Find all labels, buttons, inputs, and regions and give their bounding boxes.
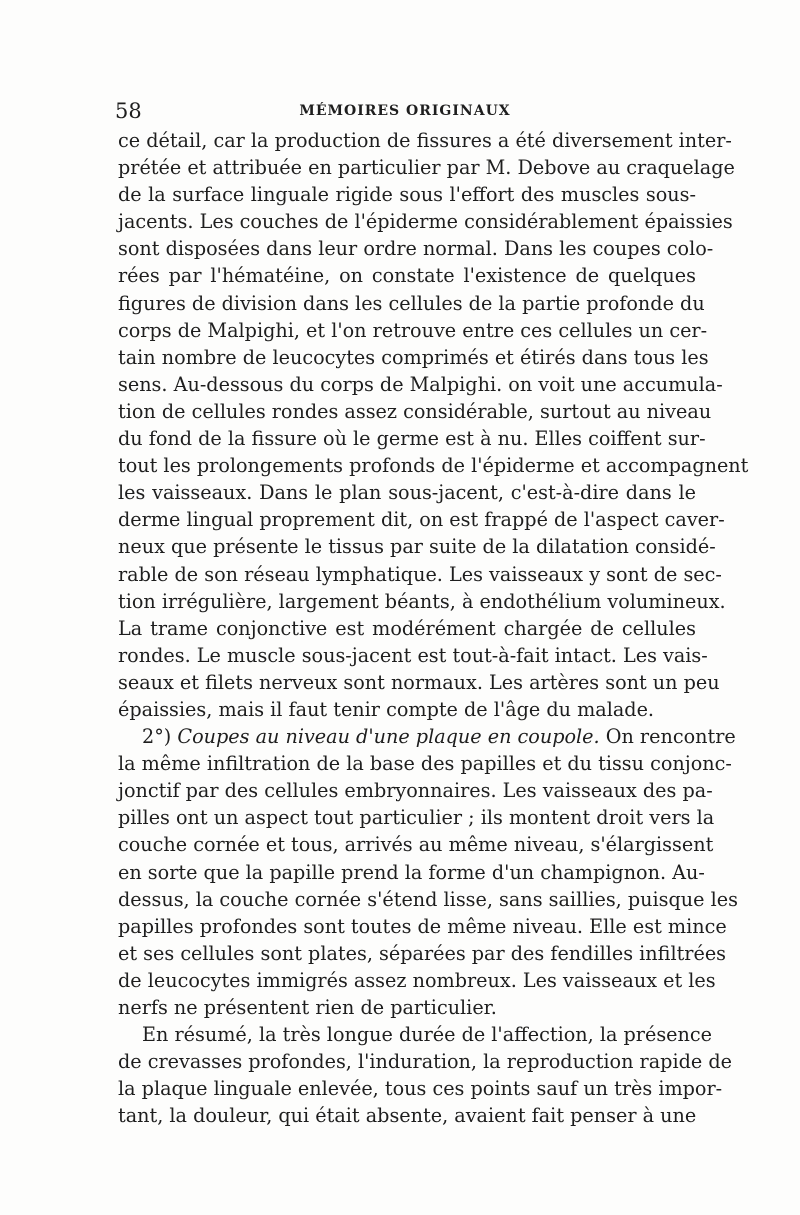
text-line: de crevasses profondes, l'induration, la reproduction rapide de — [118, 1050, 732, 1074]
text-line: et ses cellules sont plates, séparées par des fendilles infiltrées — [118, 941, 727, 965]
text-line: de leucocytes immigrés assez nombreux. Les vaisseaux et les — [118, 968, 716, 992]
text-line: épaissies, mais il faut tenir compte de l'âge du malade. — [118, 697, 655, 721]
text-line: de la surface linguale rigide sous l'effort des muscles sous- — [118, 183, 696, 207]
text-line: rées par l'hématéine, on constate l'existence de quelques — [118, 264, 696, 288]
section-number: 2°) — [142, 725, 172, 749]
text-line: prétée et attribuée en particulier par M. Debove au craquelage — [118, 156, 735, 180]
text-line: rondes. Le muscle sous-jacent est tout-à-fait intact. Les vais- — [118, 643, 708, 667]
text-line: En résumé, la très longue durée de l'affection, la présence — [142, 1023, 712, 1047]
text-line: la même infiltration de la base des papilles et du tissu conjonc- — [118, 752, 732, 776]
running-head — [115, 96, 695, 126]
text-line: jonctif par des cellules embryonnaires. Les vaisseaux des pa- — [118, 779, 713, 803]
text-line: dessus, la couche cornée s'étend lisse, sans saillies, puisque les — [118, 887, 738, 911]
text-line: couche cornée et tous, arrivés au même niveau, s'élargissent — [118, 833, 714, 857]
text-line: nerfs ne présentent rien de particulier. — [118, 996, 497, 1019]
text-line: La trame conjonctive est modérément chargée de cellules — [118, 616, 696, 640]
text-line: tain nombre de leucocytes comprimés et étirés dans tous les — [118, 345, 709, 369]
section-title: Coupes au niveau d'une plaque en coupole. — [177, 725, 600, 749]
section-heading-line — [118, 723, 736, 750]
text-line: ce détail, car la production de fissures a été diversement inter- — [118, 129, 732, 152]
text-line: neux que présente le tissus par suite de la dilatation considé- — [118, 535, 716, 559]
text-line: figures de division dans les cellules de la partie profonde du — [118, 291, 705, 315]
text-line: la plaque linguale enlevée, tous ces points sauf un très impor- — [118, 1077, 723, 1101]
text-line: seaux et filets nerveux sont normaux. Les artères sont un peu — [118, 670, 720, 694]
text-line: sont disposées dans leur ordre normal. Dans les coupes colo- — [118, 237, 714, 261]
text-line: tion irrégulière, largement béants, à endothélium volumineux. — [118, 589, 726, 613]
text-line: sens. Au-dessous du corps de Malpighi. on voit une accumula- — [118, 372, 723, 396]
text-line: rable de son réseau lymphatique. Les vaisseaux y sont de sec- — [118, 562, 722, 586]
text-line: tant, la douleur, qui était absente, avaient fait penser à une — [118, 1104, 697, 1128]
text-line: en sorte que la papille prend la forme d'un champignon. Au- — [118, 860, 705, 884]
text-line: les vaisseaux. Dans le plan sous-jacent, c'est-à-dire dans le — [118, 481, 696, 505]
body-text — [118, 127, 749, 1129]
text-line: pilles ont un aspect tout particulier ; ils montent droit vers la — [118, 806, 715, 830]
text-line: du fond de la fissure où le germe est à nu. Elles coiffent sur- — [118, 427, 706, 451]
text-line: tion de cellules rondes assez considérable, surtout au niveau — [118, 399, 712, 423]
text-line: jacents. Les couches de l'épiderme considérablement épaissies — [118, 210, 733, 234]
text-line: tout les prolongements profonds de l'épiderme et accompagnent — [118, 454, 749, 478]
running-title: MÉMOIRES ORIGINAUX — [299, 103, 511, 119]
text-line: corps de Malpighi, et l'on retrouve entre ces cellules un cer- — [118, 318, 708, 342]
text-line: papilles profondes sont toutes de même niveau. Elle est mince — [118, 914, 727, 938]
text-line: derme lingual proprement dit, on est frappé de l'aspect caver- — [118, 508, 725, 532]
page-number: 58 — [115, 99, 142, 123]
text-fragment: On rencontre — [605, 725, 736, 749]
